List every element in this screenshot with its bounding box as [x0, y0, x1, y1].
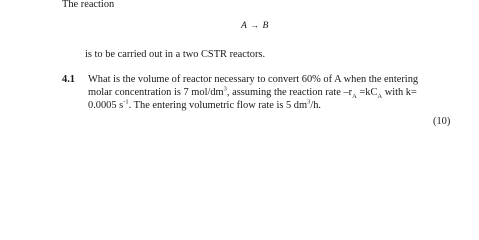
- q3-text-3: /h.: [310, 100, 321, 111]
- question-number: 4.1: [62, 74, 75, 85]
- reactant-label: A: [241, 20, 247, 31]
- question-line-3: [88, 100, 321, 112]
- q2-text-2: , assuming the reaction rate –r: [226, 87, 353, 98]
- q2-text-3: =kC: [356, 87, 378, 98]
- intro-text: The reaction: [62, 0, 115, 10]
- product-label: B: [262, 20, 269, 31]
- q3-text-1: 0.0005 s: [88, 100, 124, 111]
- q2-exponent: 3: [223, 85, 227, 93]
- setup-text: is to be carried out in a two CSTR reactors.: [85, 49, 266, 60]
- q2-subscript-1: A: [352, 93, 357, 101]
- q3-text-2: . The entering volumetric flow rate is 5 dm: [128, 100, 308, 111]
- q3-exponent-1: -1: [123, 98, 129, 106]
- reaction-arrow-icon: →: [250, 20, 260, 30]
- q2-subscript-2: A: [377, 93, 383, 101]
- question-line-2: [88, 87, 417, 99]
- q3-exponent-2: 3: [307, 98, 311, 106]
- marks-label: (10): [433, 116, 451, 127]
- question-line-1: What is the volume of reactor necessary to convert 60% of A when the entering: [88, 74, 419, 85]
- q2-text-1: molar concentration is 7 mol/dm: [88, 87, 224, 98]
- reaction-equation: [241, 19, 268, 32]
- q2-text-4: with k=: [382, 87, 417, 98]
